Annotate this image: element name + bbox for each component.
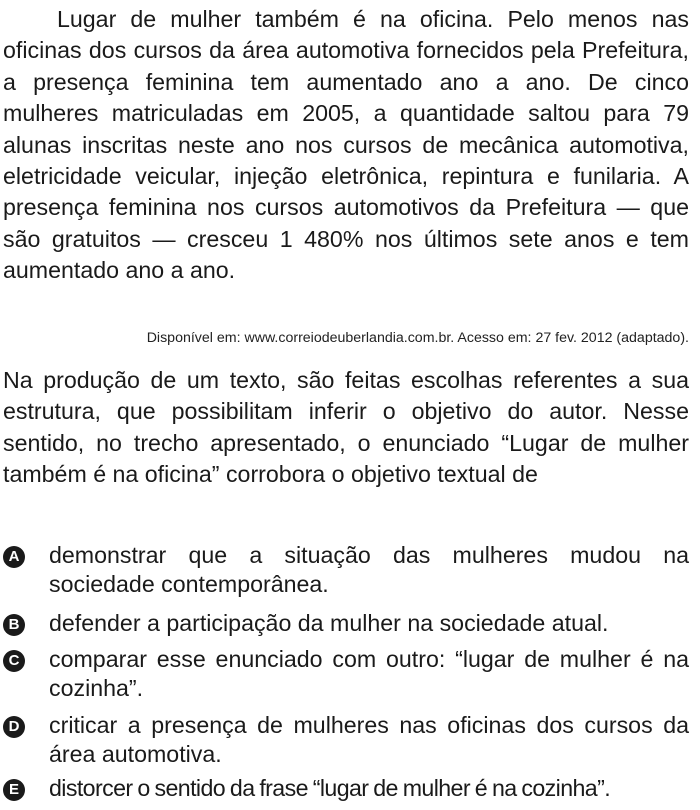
option-d-letter-badge: D bbox=[3, 716, 25, 738]
option-b-letter-badge: B bbox=[3, 614, 25, 636]
option-b-text: defender a participação da mulher na sociedade atual. bbox=[49, 610, 609, 636]
option-e-text: distorcer o sentido da frase “lugar de mulher é na cozinha”. bbox=[49, 775, 611, 801]
option-d-text: criticar a presença de mulheres nas oficinas dos cursos da área automotiva. bbox=[49, 712, 689, 767]
source-citation: Disponível em: www.correiodeuberlandia.com.br. Acesso em: 27 fev. 2012 (adaptado). bbox=[146, 330, 689, 346]
option-c-letter-badge: C bbox=[3, 650, 25, 672]
option-a-text: demonstrar que a situação das mulheres mudou na sociedade contemporânea. bbox=[49, 542, 689, 597]
question-stem: Na produção de um texto, são feitas escolhas referentes a sua estrutura, que possibilitam inferir o objetivo do autor. Nesse sentido, no trecho apresentado, o enunciado “Lugar de mulher também é na oficina” corrobora o objetivo textual de bbox=[3, 367, 689, 488]
option-a-letter-badge: A bbox=[3, 546, 25, 568]
option-c-text: comparar esse enunciado com outro: “lugar de mulher é na cozinha”. bbox=[49, 646, 689, 701]
passage-text: Lugar de mulher também é na oficina. Pelo menos nas oficinas dos cursos da área automotiva fornecidos pela Prefeitura, a presença feminina tem aumentado ano a ano. De cinco mulheres matriculadas em 2005, a quantidade saltou para 79 alunas inscritas neste ano nos cursos de mecânica automotiva, eletricidade veicular, injeção eletrônica, repintura e funilaria. A presença feminina nos cursos automotivos da Prefeitura — que são gratuitos — cresceu 1 480% nos últimos sete anos e tem aumentado ano a ano. bbox=[3, 6, 689, 284]
option-e-letter-badge: E bbox=[3, 779, 25, 801]
